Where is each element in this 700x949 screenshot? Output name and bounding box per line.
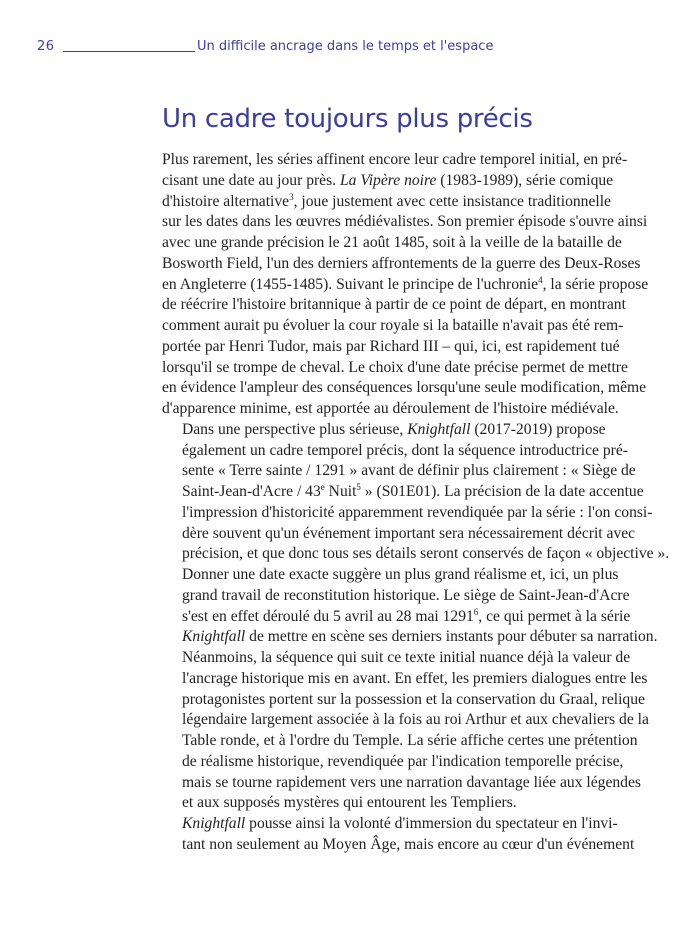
text-line: Néanmoins, la séquence qui suit ce texte initial nuance déjà la valeur de xyxy=(182,649,631,666)
paragraph-3 xyxy=(162,814,635,856)
text-line: s'est en effet déroulé du 5 avril au 28 mai 1291$^6$, ce qui permet à la série xyxy=(182,606,631,625)
body-text xyxy=(162,150,670,856)
text-line: de réalisme historique, revendiquée par l'indication temporelle précise, xyxy=(182,752,624,770)
text-line: d'histoire alternative$^3$, joue justement avec cette insistance traditionnelle xyxy=(162,191,611,210)
text-line: mais se tourne rapidement vers une narration davantage liée aux légendes xyxy=(182,773,641,791)
text-line: comment aurait pu évoluer la cour royale si la bataille n'avait pas été rem- xyxy=(162,317,624,334)
text-line: Knightfall pousse ainsi la volonté d'immersion du spectateur en l'invi- xyxy=(182,815,618,832)
text-line: l'impression d'historicité apparemment revendiquée par la série : l'on consi- xyxy=(182,503,653,521)
text-line: Saint-Jean-d'Acre / 43e Nuit$^5$ » (S01E01). La précision de la date accentue xyxy=(182,482,644,500)
section-title: Un cadre toujours plus précis xyxy=(162,104,533,134)
text-line: légendaire largement associée à la fois au roi Arthur et aux chevaliers de la xyxy=(182,711,649,729)
page-number: 26 xyxy=(37,39,55,54)
text-line: tant non seulement au Moyen Âge, mais encore au cœur d'un événement xyxy=(182,835,635,853)
text-line: Table ronde, et à l'ordre du Temple. La série affiche certes une prétention xyxy=(182,732,638,749)
text-line: sur les dates dans les œuvres médiévalistes. Son premier épisode s'ouvre ainsi xyxy=(162,213,648,231)
text-line: en évidence l'ampleur des conséquences lorsqu'une seule modification, même xyxy=(162,379,647,397)
text-line: l'ancrage historique mis en avant. En effet, les premiers dialogues entre les xyxy=(182,669,648,687)
text-line: Plus rarement, les séries affinent encore leur cadre temporel initial, en pré- xyxy=(162,151,628,168)
text-line: de réécrire l'histoire britannique à partir de ce point de départ, en montrant xyxy=(162,296,626,314)
text-line: en Angleterre (1455-1485). Suivant le principe de l'uchronie$^4$, la série propose xyxy=(162,274,649,293)
text-line: et aux supposés mystères qui entourent les Templiers. xyxy=(182,794,517,812)
header-rule xyxy=(63,51,195,52)
running-header xyxy=(37,37,662,59)
text-line: d'apparence minime, est apportée au déroulement de l'histoire médiévale. xyxy=(162,400,619,417)
text-line: Bosworth Field, l'un des derniers affrontements de la guerre des Deux-Roses xyxy=(162,254,641,272)
text-line: Dans une perspective plus sérieuse, Knightfall (2017-2019) propose xyxy=(182,420,606,438)
text-line: sente « Terre sainte / 1291 » avant de définir plus clairement : « Siège de xyxy=(182,462,636,480)
text-line: Knightfall de mettre en scène ses derniers instants pour débuter sa narration. xyxy=(182,628,658,646)
text-line: Donner une date exacte suggère un plus grand réalisme et, ici, un plus xyxy=(182,566,619,583)
text-line: également un cadre temporel précis, dont la séquence introductrice pré- xyxy=(182,441,628,459)
text-line: avec une grande précision le 21 août 1485, soit à la veille de la bataille de xyxy=(162,234,622,251)
text-line: portée par Henri Tudor, mais par Richard III – qui, ici, est rapidement tué xyxy=(162,337,620,355)
text-line: précision, et que donc tous ses détails seront conservés de façon « objective ». xyxy=(182,545,670,563)
paragraph-2 xyxy=(162,420,670,814)
text-line: cisant une date au jour près. La Vipère noire (1983-1989), série comique xyxy=(162,171,614,189)
running-title: Un difficile ancrage dans le temps et l'espace xyxy=(197,39,494,54)
text-line: dère souvent qu'un événement important sera nécessairement décrit avec xyxy=(182,524,636,542)
paragraph-1 xyxy=(162,150,649,420)
text-line: lorsqu'il se trompe de cheval. Le choix d'une date précise permet de mettre xyxy=(162,358,628,376)
text-line: protagonistes portent sur la possession et la conservation du Graal, relique xyxy=(182,690,645,708)
text-line: grand travail de reconstitution historique. Le siège de Saint-Jean-d'Acre xyxy=(182,586,630,604)
